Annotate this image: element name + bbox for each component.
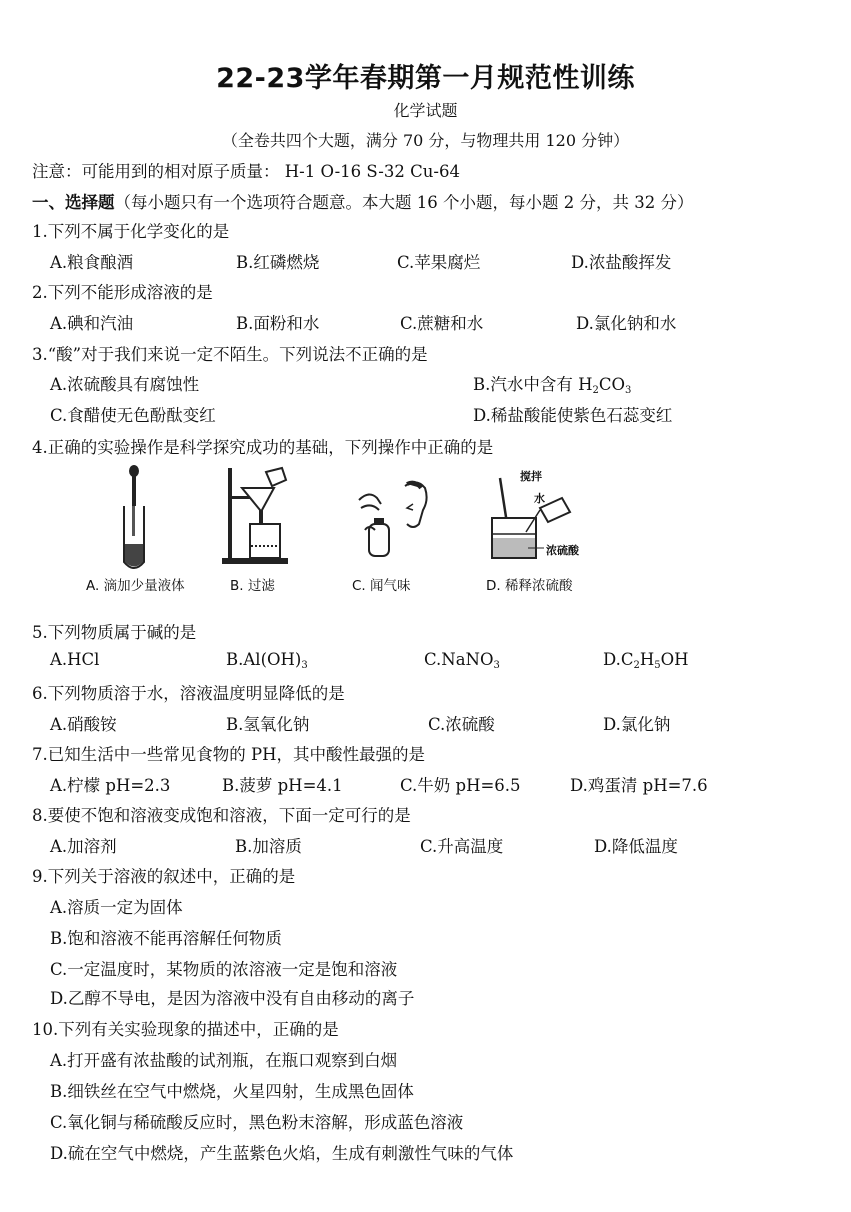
section-heading	[32, 189, 693, 213]
exam-scope-note: （全卷共四个大题，满分 70 分，与物理共用 120 分钟）	[221, 131, 630, 150]
question-3-option-a[interactable]: A.浓硫酸具有腐蚀性	[50, 375, 200, 394]
question-5-option-a[interactable]: A.HCl	[50, 650, 100, 669]
figure-d-acid-label: 浓硫酸	[546, 544, 579, 557]
section-instructions: （每小题只有一个选项符合题意。本大题 16 个小题，每小题 2 分，共 32 分）	[114, 193, 694, 212]
question-10-option-c[interactable]: C.氧化铜与稀硫酸反应时，黑色粉末溶解，形成蓝色溶液	[50, 1113, 464, 1132]
question-6-option-c[interactable]: C.浓硫酸	[428, 715, 495, 734]
figure-a-dropper-illustration	[110, 464, 170, 572]
question-5-option-d[interactable]: $D.C_2H_5OH$	[603, 650, 689, 671]
question-5-option-b[interactable]: $B.Al(OH)_3$	[226, 650, 308, 671]
figure-c-smell-illustration	[355, 478, 435, 563]
question-8-option-d[interactable]: D.降低温度	[594, 837, 678, 856]
question-6-option-d[interactable]: D.氯化钠	[603, 715, 671, 734]
question-7-option-c[interactable]: C.牛奶 pH=6.5	[400, 776, 521, 795]
question-10-stem: 10.下列有关实验现象的描述中，正确的是	[32, 1020, 339, 1039]
question-10-option-b[interactable]: B.细铁丝在空气中燃烧，火星四射，生成黑色固体	[50, 1082, 414, 1101]
figure-b-filtration-illustration	[220, 466, 290, 566]
question-3-option-c[interactable]: C.食醋使无色酚酞变红	[50, 406, 216, 425]
question-9-option-b[interactable]: B.饱和溶液不能再溶解任何物质	[50, 929, 282, 948]
question-1-stem: 1.下列不属于化学变化的是	[32, 222, 230, 241]
question-7-option-d[interactable]: D.鸡蛋清 pH=7.6	[570, 776, 708, 795]
question-8-stem: 8.要使不饱和溶液变成饱和溶液，下面一定可行的是	[32, 806, 411, 825]
question-7-stem: 7.已知生活中一些常见食物的 PH，其中酸性最强的是	[32, 745, 425, 764]
question-3-option-b[interactable]	[473, 371, 631, 396]
question-9-stem: 9.下列关于溶液的叙述中，正确的是	[32, 867, 296, 886]
figure-d-label: D. 稀释浓硫酸	[486, 578, 573, 594]
question-2-stem: 2.下列不能形成溶液的是	[32, 283, 213, 302]
atomic-mass-note: 注意：可能用到的相对原子质量： H-1 O-16 S-32 Cu-64	[32, 162, 460, 181]
question-4-stem: 4.正确的实验操作是科学探究成功的基础，下列操作中正确的是	[32, 438, 494, 457]
question-8-option-c[interactable]: C.升高温度	[420, 837, 504, 856]
question-9-option-c[interactable]: C.一定温度时，某物质的浓溶液一定是饱和溶液	[50, 960, 398, 979]
question-5-option-c[interactable]: C.NaNO$_3$	[424, 650, 500, 671]
figure-b-label: B. 过滤	[230, 578, 275, 594]
question-6-option-a[interactable]: A.硝酸铵	[50, 715, 117, 734]
question-9-option-d[interactable]: D.乙醇不导电，是因为溶液中没有自由移动的离子	[50, 989, 415, 1008]
figure-c-label: C. 闻气味	[352, 578, 411, 594]
question-3-stem: 3.“酸”对于我们来说一定不陌生。下列说法不正确的是	[32, 345, 428, 364]
question-3-option-d[interactable]: D.稀盐酸能使紫色石蕊变红	[473, 406, 673, 425]
question-9-option-a[interactable]: A.溶质一定为固体	[50, 898, 183, 917]
figure-d-water-label: 水	[534, 492, 545, 505]
question-1-option-a[interactable]: A.粮食酿酒	[50, 253, 134, 272]
section-title: 一、选择题	[32, 193, 115, 212]
figure-a-label: A. 滴加少量液体	[86, 578, 185, 594]
h2co3-formula: $H_2CO_3$	[578, 375, 632, 396]
question-7-option-a[interactable]: A.柠檬 pH=2.3	[50, 776, 171, 795]
question-2-option-b[interactable]: B.面粉和水	[236, 314, 320, 333]
question-5-stem: 5.下列物质属于碱的是	[32, 623, 197, 642]
exam-title: 22-23学年春期第一月规范性训练	[216, 63, 635, 94]
question-2-option-c[interactable]: C.蔗糖和水	[400, 314, 484, 333]
question-8-option-a[interactable]: A.加溶剂	[50, 837, 117, 856]
question-10-option-a[interactable]: A.打开盛有浓盐酸的试剂瓶，在瓶口观察到白烟	[50, 1051, 398, 1070]
question-1-option-d[interactable]: D.浓盐酸挥发	[571, 253, 672, 272]
figure-d-stir-label: 搅拌	[520, 470, 542, 483]
question-7-option-b[interactable]: B.菠萝 pH=4.1	[222, 776, 343, 795]
question-3-option-b-text: B.汽水中含有	[473, 375, 573, 394]
question-1-option-c[interactable]: C.苹果腐烂	[397, 253, 481, 272]
question-2-option-a[interactable]: A.碘和汽油	[50, 314, 134, 333]
question-1-option-b[interactable]: B.红磷燃烧	[236, 253, 320, 272]
question-6-option-b[interactable]: B.氢氧化钠	[226, 715, 310, 734]
question-8-option-b[interactable]: B.加溶质	[235, 837, 302, 856]
question-2-option-d[interactable]: D.氯化钠和水	[576, 314, 677, 333]
question-6-stem: 6.下列物质溶于水，溶液温度明显降低的是	[32, 684, 345, 703]
question-10-option-d[interactable]: D.硫在空气中燃烧，产生蓝紫色火焰，生成有刺激性气味的气体	[50, 1144, 514, 1163]
exam-subtitle: 化学试题	[393, 101, 458, 120]
